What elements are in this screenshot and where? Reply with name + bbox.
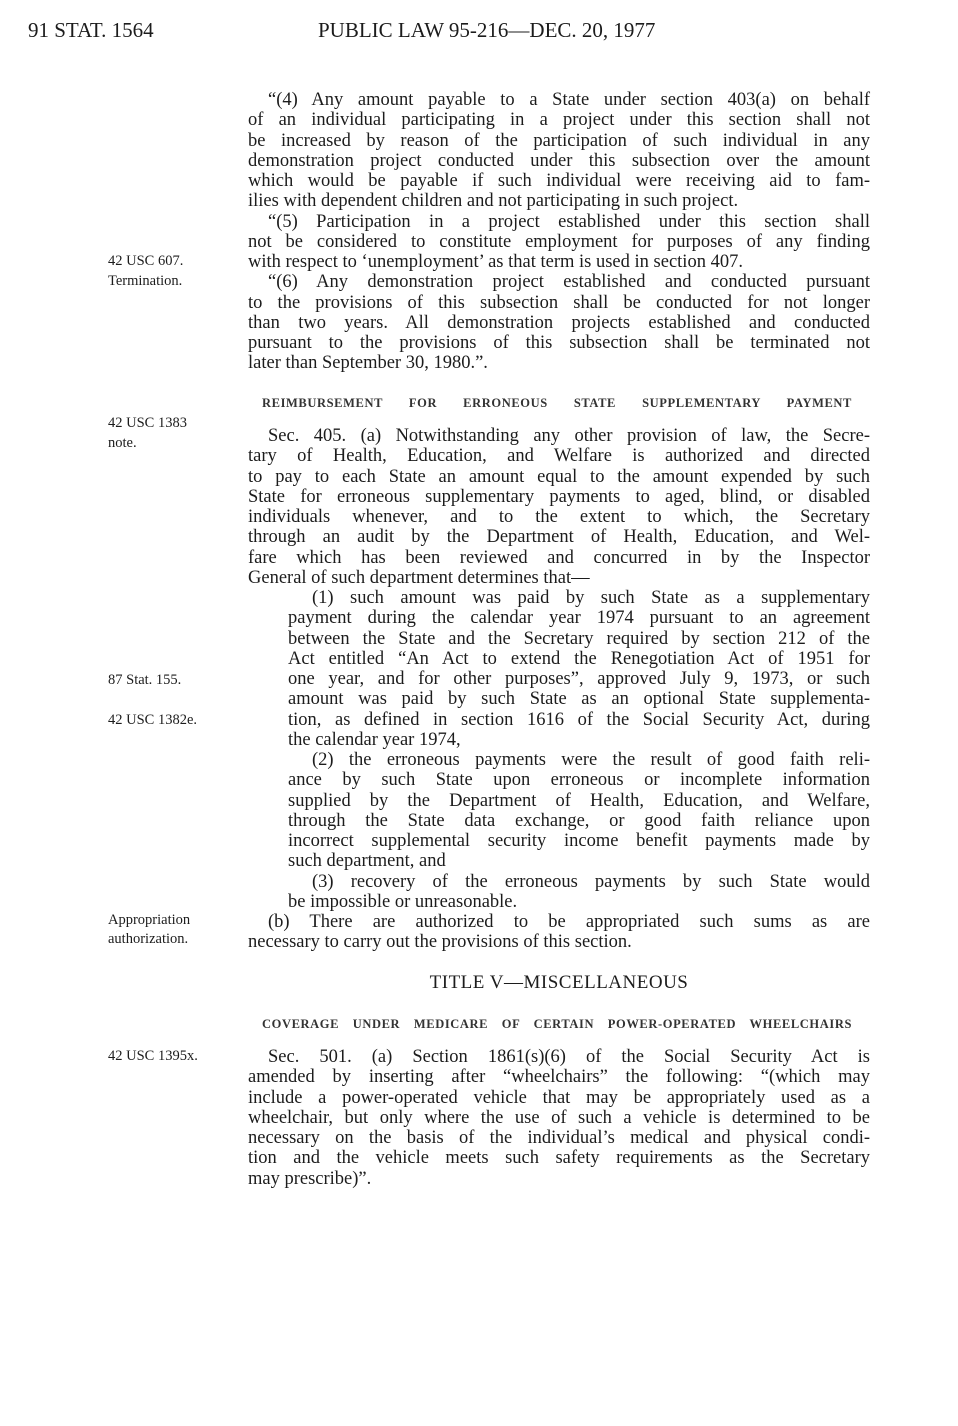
text-line: (b) There are authorized to be appropriated such sums as are bbox=[268, 912, 870, 932]
text-line: fare which has been reviewed and concurred in by the Inspector bbox=[248, 547, 870, 568]
section-405-item-1 bbox=[248, 588, 870, 750]
text-line: incorrect supplemental security income benefit payments made by bbox=[288, 831, 870, 851]
page-stat-number: 91 STAT. 1564 bbox=[28, 18, 154, 42]
text-line: ilies with dependent children and not participating in such project. bbox=[248, 191, 739, 212]
text-line: amended by inserting after “wheelchairs” the following: “(which may bbox=[248, 1067, 870, 1088]
text-line: payment during the calendar year 1974 pursuant to an agreement bbox=[288, 608, 870, 629]
text-line: (1) such amount was paid by such State as a supplementary bbox=[312, 588, 870, 608]
text-line: such department, and bbox=[288, 851, 446, 872]
section-405-item-2 bbox=[248, 750, 870, 872]
text-line: Sec. 405. (a) Notwithstanding any other provision of law, the Secre- bbox=[268, 426, 870, 446]
text-line: the calendar year 1974, bbox=[288, 729, 461, 750]
text-line: General of such department determines that— bbox=[248, 567, 590, 588]
section-405-subsection-a bbox=[248, 426, 870, 588]
section-501-heading: COVERAGE UNDER MEDICARE OF CERTAIN POWER-OPERATED WHEELCHAIRS bbox=[262, 1017, 852, 1031]
text-line: later than September 30, 1980.”. bbox=[248, 353, 488, 374]
margin-note-usc-1383-note: note. bbox=[108, 435, 137, 451]
text-line: one year, and for other purposes”, approved July 9, 1973, or such bbox=[288, 669, 870, 689]
margin-note-87-stat-155: 87 Stat. 155. bbox=[108, 672, 182, 688]
text-line: may prescribe)”. bbox=[248, 1168, 372, 1189]
section-405-item-3 bbox=[248, 872, 870, 913]
text-line: necessary on the basis of the individual’s medical and physical condi- bbox=[248, 1128, 870, 1148]
text-line: tion and the vehicle meets such safety requirements as the Secretary bbox=[248, 1148, 870, 1169]
text-line: “(6) Any demonstration project established and conducted pursuant bbox=[268, 272, 870, 293]
text-line: “(5) Participation in a project established under this section shall bbox=[268, 211, 870, 232]
section-405-subsection-b bbox=[248, 912, 870, 953]
section-501-subsection-a bbox=[248, 1047, 870, 1189]
text-line: (3) recovery of the erroneous payments by such State would bbox=[312, 871, 870, 892]
text-line: demonstration project conducted under this subsection over the amount bbox=[248, 150, 870, 171]
text-line: individuals whenever, and to the extent to which, the Secretary bbox=[248, 507, 870, 527]
paragraph-6 bbox=[248, 272, 870, 373]
margin-note-usc-1382e: 42 USC 1382e. bbox=[108, 712, 198, 728]
text-line: tary of Health, Education, and Welfare is authorized and directed bbox=[248, 446, 870, 467]
paragraph-5 bbox=[248, 212, 870, 273]
margin-note-usc-607: 42 USC 607. bbox=[108, 253, 184, 269]
margin-note-usc-1383: 42 USC 1383 bbox=[108, 415, 187, 431]
section-501 bbox=[248, 1047, 870, 1189]
text-line: ance by such State upon erroneous or incomplete information bbox=[288, 770, 870, 791]
text-line: State for erroneous supplementary payments to aged, blind, or disabled bbox=[248, 486, 870, 507]
text-line: amount was paid by such State as an optional State supplementa- bbox=[288, 689, 870, 710]
text-line: include a power-operated vehicle that may be appropriately used as a bbox=[248, 1087, 870, 1108]
text-line: Act entitled “An Act to extend the Renegotiation Act of 1951 for bbox=[288, 648, 870, 669]
text-line: which would be payable if such individual were receiving aid to fam- bbox=[248, 171, 870, 191]
text-line: of an individual participating in a project under this section shall not bbox=[248, 110, 870, 131]
text-line: with respect to ‘unemployment’ as that term is used in section 407. bbox=[248, 252, 743, 272]
text-line: (2) the erroneous payments were the result of good faith reli- bbox=[312, 750, 870, 770]
text-line: to pay to each State an amount equal to the amount expended by such bbox=[248, 466, 870, 487]
text-line: through the State data exchange, or good faith reliance upon bbox=[288, 810, 870, 831]
text-line: not be considered to constitute employment for purposes of any finding bbox=[248, 231, 870, 252]
paragraph-4 bbox=[248, 90, 870, 212]
text-line: pursuant to the provisions of this subsection shall be terminated not bbox=[248, 333, 870, 353]
text-line: through an audit by the Department of Health, Education, and Wel- bbox=[248, 527, 870, 548]
margin-note-appropriation: Appropriation bbox=[108, 912, 191, 928]
text-line: wheelchair, but only where the use of such a vehicle is determined to be bbox=[248, 1107, 870, 1128]
text-line: than two years. All demonstration projects established and conducted bbox=[248, 312, 870, 333]
margin-note-authorization: authorization. bbox=[108, 931, 189, 947]
section-405 bbox=[248, 426, 870, 953]
section-405-heading: REIMBURSEMENT FOR ERRONEOUS STATE SUPPLEMENTARY PAYMENT bbox=[262, 396, 852, 410]
text-line: “(4) Any amount payable to a State under section 403(a) on behalf bbox=[268, 90, 870, 110]
margin-note-usc-1395x: 42 USC 1395x. bbox=[108, 1048, 198, 1064]
text-line: necessary to carry out the provisions of this section. bbox=[248, 932, 632, 953]
text-line: be impossible or unreasonable. bbox=[288, 891, 518, 912]
running-header: PUBLIC LAW 95-216—DEC. 20, 1977 bbox=[318, 18, 656, 42]
text-line: supplied by the Department of Health, Education, and Welfare, bbox=[288, 790, 870, 811]
margin-note-termination: Termination. bbox=[108, 273, 183, 289]
title-v-heading: TITLE V—MISCELLANEOUS bbox=[429, 972, 689, 993]
text-line: tion, as defined in section 1616 of the Social Security Act, during bbox=[288, 709, 870, 730]
section-404-continuation bbox=[248, 90, 870, 374]
text-line: between the State and the Secretary required by section 212 of the bbox=[288, 628, 870, 649]
text-line: to the provisions of this subsection shall be conducted for not longer bbox=[248, 292, 870, 313]
text-line: be increased by reason of the participation of such individual in any bbox=[248, 130, 870, 151]
text-line: Sec. 501. (a) Section 1861(s)(6) of the Social Security Act is bbox=[268, 1047, 870, 1067]
